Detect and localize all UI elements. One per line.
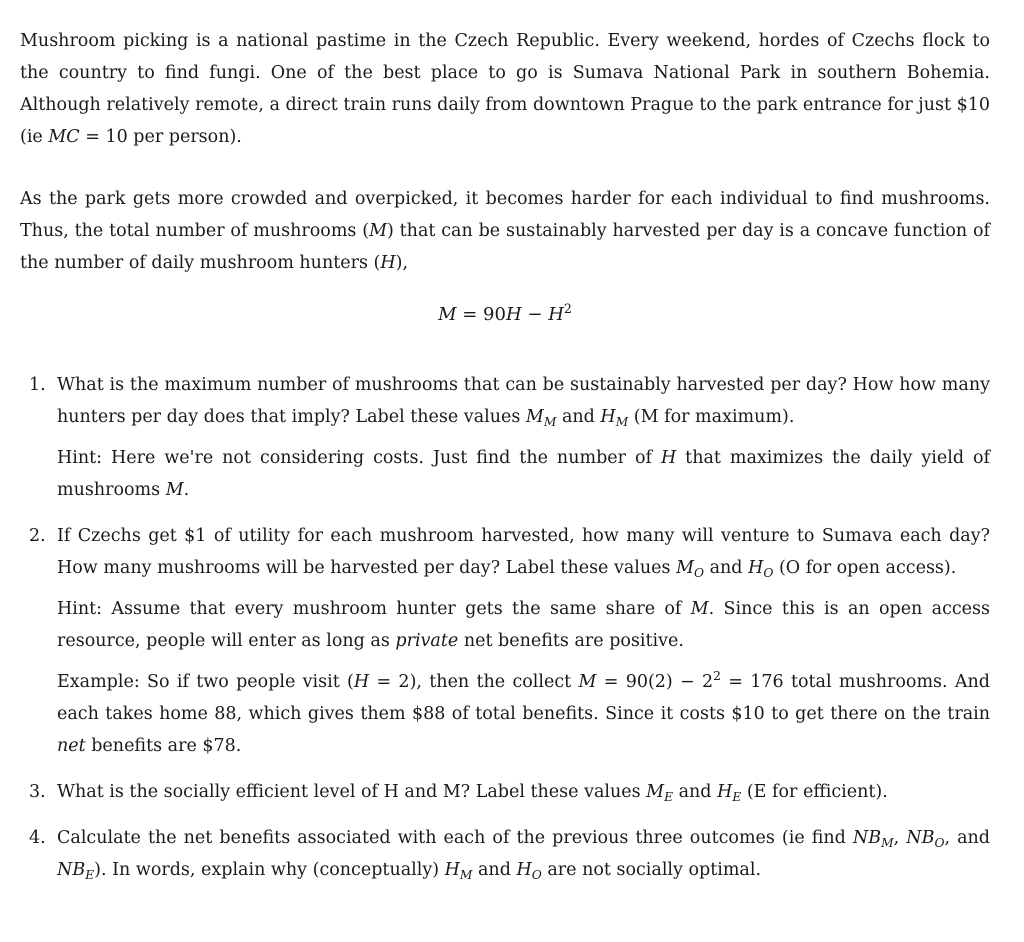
question-3-text: What is the socially efficient level of H and M? Label these values $M_E$ and $H_E$ (E for efficient). (57, 782, 888, 804)
document-page (20, 25, 990, 900)
question-4-text: Calculate the net benefits associated with each of the previous three outcomes (ie find $NB_M$, $NB_O$, and $NB_E$). In words, explain why (conceptually) $H_M$ and $H_O$ are not socially optimal. (57, 828, 990, 882)
question-2-hint: Hint: Assume that every mushroom hunter gets the same share of M. Since this is an open access resource, people will enter as long as private net benefits are positive. (57, 599, 990, 651)
concave-function-paragraph: As the park gets more crowded and overpicked, it becomes harder for each individual to find mushrooms. Thus, the total number of mushrooms (M) that can be sustainably harvested per day is a concave function of the number of daily mushroom hunters (H), (20, 189, 990, 273)
question-3: 3. What is the socially efficient level of H and M? Label these values $M_E$ and $H_E$ (E for efficient). (20, 776, 990, 808)
question-4: 4. Calculate the net benefits associated with each of the previous three outcomes (ie find $NB_M$, $NB_O$, and $NB_E$). In words, explain why (conceptually) $H_M$ and $H_O$ are not socially optimal. (20, 822, 990, 886)
harvest-equation: $M = 90H - H^2$ (438, 301, 572, 325)
question-1-hint: Hint: Here we're not considering costs. Just find the number of H that maximizes the daily yield of mushrooms M. (57, 448, 991, 500)
question-2-example: Example: So if two people visit (H = 2), then the collect $M = 90(2) - 2^2 = 176$ total mushrooms. And each takes home 88, which gives them $88 of total benefits. Since it costs $10 to get there on the train net benefits are $78. (57, 669, 991, 756)
question-list (20, 369, 990, 886)
question-2-text: If Czechs get $1 of utility for each mushroom harvested, how many will venture to Sumava each day? How many mushrooms will be harvested per day? Label these values $M_O$ and $H_O$ (O for open access). (57, 526, 990, 580)
question-2: 2. If Czechs get $1 of utility for each mushroom harvested, how many will venture to Sumava each day? How many mushrooms will be harvested per day? Label these values $M_O$ and $H_O$ (O for open access). Hint: Assume that every mushroom hunter gets the same share of M. Since this is an open access resource, people will enter as long as private net benefits are positive. Example: So if two people visit (H = 2), then the collect $M = 90(2) - 2^2 = 176$ total mushrooms. And each takes home 88, which gives them $88 of total benefits. Since it costs $10 to get there on the train net benefits are $78. (20, 520, 990, 762)
question-1: 1. What is the maximum number of mushrooms that can be sustainably harvested per day? How how many hunters per day does that imply? Label these values $M_M$ and $H_M$ (M for maximum). Hint: Here we're not considering costs. Just find the number of H that maximizes the daily yield of mushrooms M. (20, 369, 990, 506)
question-1-text: What is the maximum number of mushrooms that can be sustainably harvested per day? How how many hunters per day does that imply? Label these values $M_M$ and $H_M$ (M for maximum). (57, 375, 990, 429)
intro-paragraph: Mushroom picking is a national pastime in the Czech Republic. Every weekend, hordes of Czechs flock to the country to find fungi. One of the best place to go is Sumava National Park in southern Bohemia. Although relatively remote, a direct train runs daily from downtown Prague to the park entrance for just $10 (ie MC = 10 per person). (20, 31, 990, 147)
